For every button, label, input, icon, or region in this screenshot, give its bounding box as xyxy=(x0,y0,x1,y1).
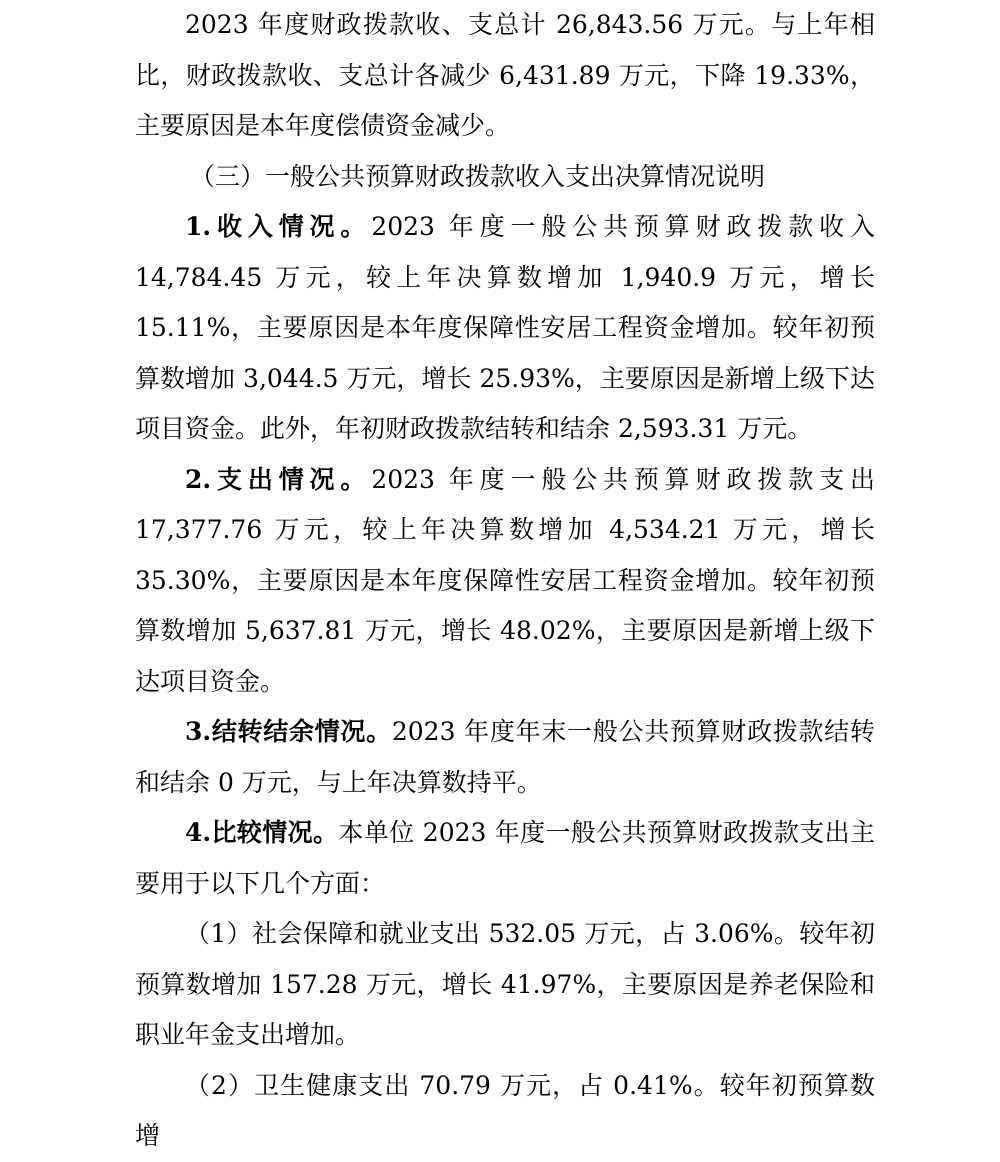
paragraph-item-2 xyxy=(135,1061,875,1162)
carryover-lead: 3.结转结余情况。 xyxy=(185,717,392,746)
income-lead: 1.收入情况。 xyxy=(185,212,372,241)
carryover-body: 2023 年度年末一般公共预算财政拨款结转和结余 0 万元，与上年决算数持平。 xyxy=(135,717,875,797)
expense-lead: 2.支出情况。 xyxy=(185,464,372,494)
item-2-text: （2）卫生健康支出 70.79 万元，占 0.41%。较年初预算数增 xyxy=(135,1070,875,1150)
comparison-lead: 4.比较情况。 xyxy=(185,818,339,847)
income-body: 2023 年度一般公共预算财政拨款收入 14,784.45 万元，较上年决算数增加 1,940.9 万元，增长 15.11%，主要原因是本年度保障性安居工程资金增加。较年初预算数增加 3,044.5 万元，增长 25.93%，主要原因是新增上级下达项目资金。此外，年初财政拨款结转和结余 2,593.31 万元。 xyxy=(135,212,875,443)
expense-body: 2023 年度一般公共预算财政拨款支出 17,377.76 万元，较上年决算数增加 4,534.21 万元，增长 35.30%，主要原因是本年度保障性安居工程资金增加。较年初预算数增加 5,637.81 万元，增长 48.02%，主要原因是新增上级下达项目资金。 xyxy=(135,464,875,696)
paragraph-income xyxy=(135,202,875,455)
section-heading-3-text: （三）一般公共预算财政拨款收入支出决算情况说明 xyxy=(190,161,766,191)
paragraph-comparison xyxy=(135,808,875,909)
item-1-text: （1）社会保障和就业支出 532.05 万元，占 3.06%。较年初预算数增加 157.28 万元，增长 41.97%，主要原因是养老保险和职业年金支出增加。 xyxy=(135,919,875,1049)
comparison-body: 本单位 2023 年度一般公共预算财政拨款支出主要用于以下几个方面： xyxy=(135,818,875,898)
section-heading-3 xyxy=(135,152,875,203)
paragraph-expense xyxy=(135,455,875,708)
paragraph-total-text: 2023 年度财政拨款收、支总计 26,843.56 万元。与上年相比，财政拨款收、支总计各减少 6,431.89 万元，下降 19.33%，主要原因是本年度偿债资金减少。 xyxy=(135,10,875,140)
paragraph-item-1 xyxy=(135,909,875,1061)
paragraph-carryover xyxy=(135,707,875,808)
document-page xyxy=(135,0,875,1162)
paragraph-total xyxy=(135,0,875,152)
